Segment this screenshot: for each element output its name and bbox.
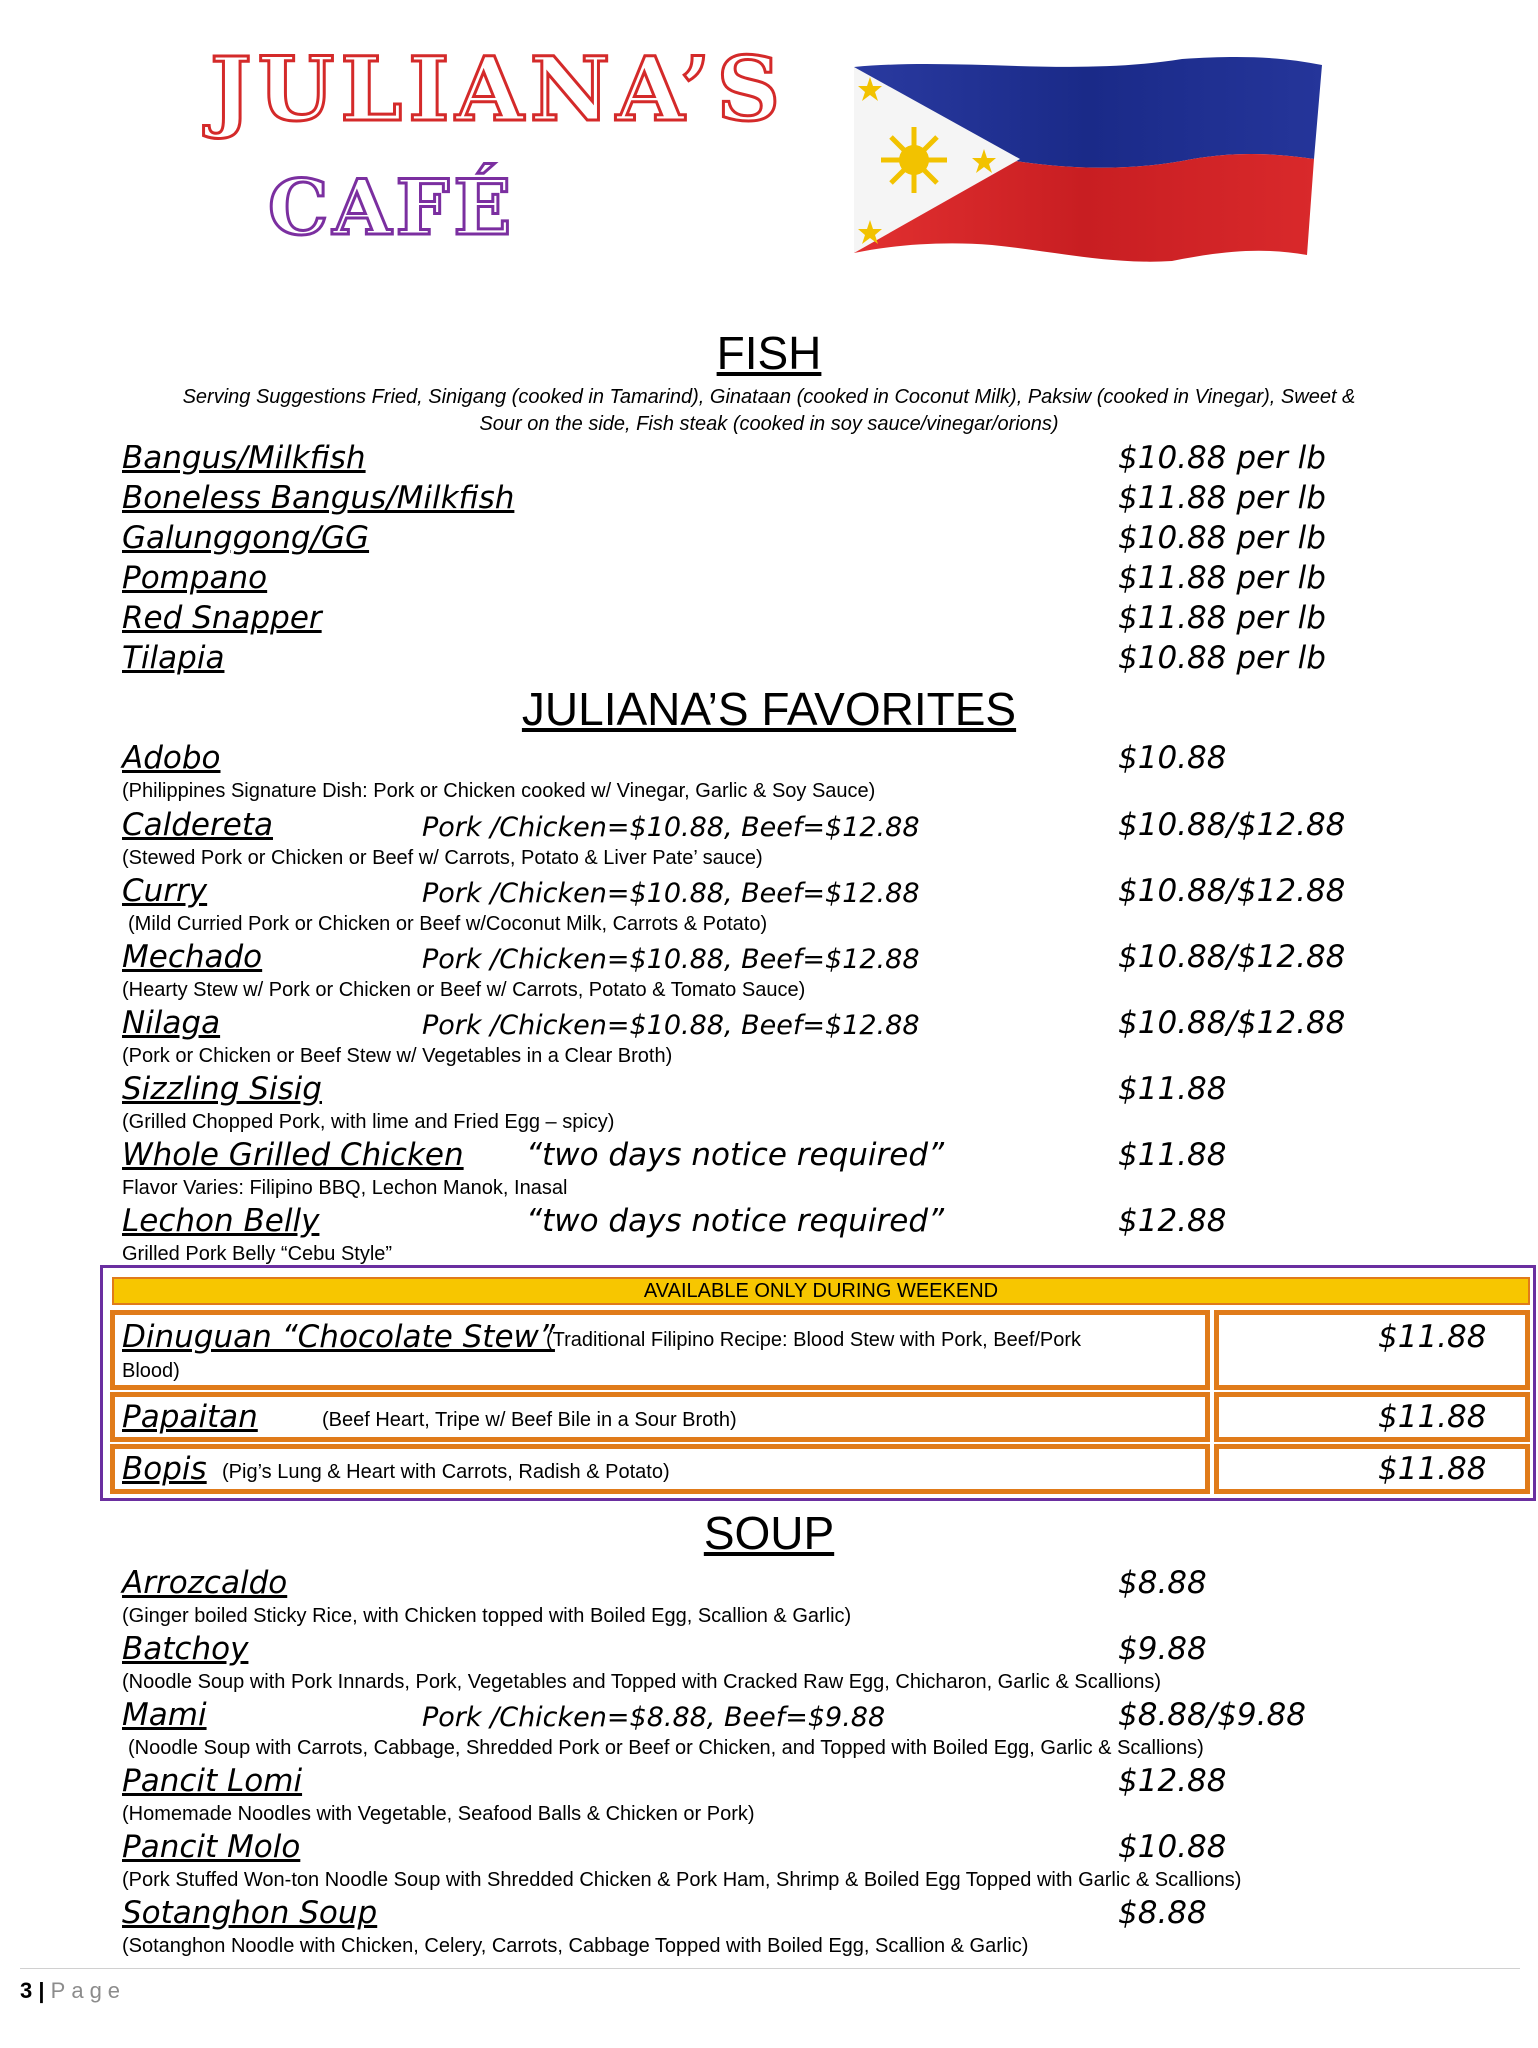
favorite-item-price: $10.88/$12.88: [1118, 807, 1346, 843]
fish-serving-note: [100, 384, 1438, 438]
weekend-item-name: Papaitan: [122, 1399, 258, 1435]
favorite-item-price: $10.88: [1118, 740, 1227, 776]
favorite-item-price: $11.88: [1118, 1071, 1227, 1107]
page-number: 3: [20, 1978, 33, 2003]
logo-line-1: JULIANA’S: [210, 37, 787, 141]
soup-item-price: $8.88/$9.88: [1118, 1697, 1306, 1733]
favorite-item-description: (Pork or Chicken or Beef Stew w/ Vegetables in a Clear Broth): [122, 1045, 673, 1067]
weekend-item-description-continued: Blood): [122, 1360, 180, 1382]
weekend-item-description: (Traditional Filipino Recipe: Blood Stew with Pork, Beef/Pork: [546, 1329, 1082, 1351]
soup-item-description: (Noodle Soup with Pork Innards, Pork, Vegetables and Topped with Cracked Raw Egg, Chicharon, Garlic & Scallions): [122, 1671, 1162, 1693]
favorite-item-price: $10.88/$12.88: [1118, 1005, 1346, 1041]
fish-item-name: Boneless Bangus/Milkfish: [122, 480, 515, 516]
favorite-item-description: (Hearty Stew w/ Pork or Chicken or Beef w/ Carrots, Potato & Tomato Sauce): [122, 979, 806, 1001]
favorite-item-name: Lechon Belly: [122, 1203, 320, 1239]
page-separator: |: [38, 1978, 45, 2003]
favorite-item-description: (Mild Curried Pork or Chicken or Beef w/Coconut Milk, Carrots & Potato): [128, 913, 768, 935]
soup-section-title: SOUP: [703, 1507, 835, 1559]
favorite-item-description: (Grilled Chopped Pork, with lime and Fried Egg – spicy): [122, 1111, 615, 1133]
favorite-item-name: Caldereta: [122, 807, 273, 843]
favorite-item-name: Curry: [122, 873, 208, 909]
favorite-item-price: $10.88/$12.88: [1118, 873, 1346, 909]
soup-item-price: $9.88: [1118, 1631, 1207, 1667]
soup-item-description: (Noodle Soup with Carrots, Cabbage, Shredded Pork or Beef or Chicken, and Topped with Boiled Egg, Garlic & Scallions): [128, 1737, 1204, 1759]
favorite-item-notice: “two days notice required”: [526, 1137, 945, 1173]
fish-serving-note-line-1: Serving Suggestions Fried, Sinigang (cooked in Tamarind), Ginataan (cooked in Coconut Milk), Paksiw (cooked in Vinegar), Sweet &: [182, 386, 1356, 408]
fish-serving-note-line-2: Sour on the side, Fish steak (cooked in soy sauce/vinegar/orions): [479, 413, 1059, 435]
favorite-item-pricing-note: Pork /Chicken=$10.88, Beef=$12.88: [422, 812, 920, 843]
favorite-item-price: $11.88: [1118, 1137, 1227, 1173]
favorite-item-description: Flavor Varies: Filipino BBQ, Lechon Manok, Inasal: [122, 1177, 568, 1199]
fish-item-name: Pompano: [122, 560, 268, 596]
favorite-item-price: $12.88: [1118, 1203, 1227, 1239]
fish-item-name: Galunggong/GG: [122, 520, 370, 556]
soup-item-pricing-note: Pork /Chicken=$8.88, Beef=$9.88: [422, 1702, 886, 1733]
fish-section-title: FISH: [716, 327, 822, 379]
fish-item-price: $10.88 per lb: [1118, 520, 1326, 556]
weekend-item-description: (Pig’s Lung & Heart with Carrots, Radish & Potato): [222, 1461, 670, 1483]
favorite-item-price: $10.88/$12.88: [1118, 939, 1346, 975]
soup-item-price: $8.88: [1118, 1565, 1207, 1601]
fish-item-name: Bangus/Milkfish: [122, 440, 366, 476]
soup-item-description: (Ginger boiled Sticky Rice, with Chicken topped with Boiled Egg, Scallion & Garlic): [122, 1605, 852, 1627]
soup-item-name: Sotanghon Soup: [122, 1895, 378, 1931]
footer-divider: [20, 1968, 1520, 1969]
favorite-item-pricing-note: Pork /Chicken=$10.88, Beef=$12.88: [422, 878, 920, 909]
fish-item-price: $10.88 per lb: [1118, 440, 1326, 476]
weekend-item-name: Dinuguan “Chocolate Stew”: [122, 1319, 555, 1355]
favorite-item-description: (Stewed Pork or Chicken or Beef w/ Carrots, Potato & Liver Pate’ sauce): [122, 847, 763, 869]
weekend-banner: AVAILABLE ONLY DURING WEEKEND: [112, 1277, 1530, 1305]
weekend-item-price: $11.88: [1378, 1451, 1487, 1487]
soup-item-description: (Homemade Noodles with Vegetable, Seafood Balls & Chicken or Pork): [122, 1803, 755, 1825]
fish-item-name: Red Snapper: [122, 600, 322, 636]
favorites-section-title: JULIANA’S FAVORITES: [521, 683, 1017, 735]
weekend-item-price: $11.88: [1378, 1319, 1487, 1355]
fish-item-name: Tilapia: [122, 640, 225, 676]
fish-item-price: $11.88 per lb: [1118, 480, 1326, 516]
favorite-item-name: Adobo: [122, 740, 221, 776]
logo-line-2: CAFÉ: [268, 163, 516, 252]
soup-item-price: $12.88: [1118, 1763, 1227, 1799]
favorite-item-name: Mechado: [122, 939, 263, 975]
soup-item-name: Mami: [122, 1697, 207, 1733]
favorite-item-description: (Philippines Signature Dish: Pork or Chicken cooked w/ Vinegar, Garlic & Soy Sauce): [122, 780, 876, 802]
soup-item-price: $10.88: [1118, 1829, 1227, 1865]
weekend-item-price: $11.88: [1378, 1399, 1487, 1435]
fish-item-price: $11.88 per lb: [1118, 600, 1326, 636]
page-label: Page: [50, 1978, 127, 2003]
favorite-item-name: Whole Grilled Chicken: [122, 1137, 464, 1173]
page-footer: [20, 1978, 126, 2004]
soup-item-name: Pancit Lomi: [122, 1763, 303, 1799]
soup-item-name: Arrozcaldo: [122, 1565, 288, 1601]
weekend-item-description: (Beef Heart, Tripe w/ Beef Bile in a Sour Broth): [322, 1409, 737, 1431]
fish-item-price: $11.88 per lb: [1118, 560, 1326, 596]
favorite-item-pricing-note: Pork /Chicken=$10.88, Beef=$12.88: [422, 944, 920, 975]
soup-item-name: Batchoy: [122, 1631, 249, 1667]
philippine-flag-icon: [852, 55, 1324, 263]
soup-item-name: Pancit Molo: [122, 1829, 301, 1865]
favorite-item-pricing-note: Pork /Chicken=$10.88, Beef=$12.88: [422, 1010, 920, 1041]
favorite-item-name: Nilaga: [122, 1005, 221, 1041]
favorite-item-notice: “two days notice required”: [526, 1203, 945, 1239]
weekend-item-name: Bopis: [122, 1451, 207, 1487]
fish-item-price: $10.88 per lb: [1118, 640, 1326, 676]
soup-item-description: (Pork Stuffed Won-ton Noodle Soup with Shredded Chicken & Pork Ham, Shrimp & Boiled Egg Topped with Garlic & Scallions): [122, 1869, 1242, 1891]
soup-item-description: (Sotanghon Noodle with Chicken, Celery, Carrots, Cabbage Topped with Boiled Egg, Scallion & Garlic): [122, 1935, 1029, 1957]
soup-item-price: $8.88: [1118, 1895, 1207, 1931]
favorite-item-description: Grilled Pork Belly “Cebu Style”: [122, 1243, 393, 1265]
favorite-item-name: Sizzling Sisig: [122, 1071, 322, 1107]
